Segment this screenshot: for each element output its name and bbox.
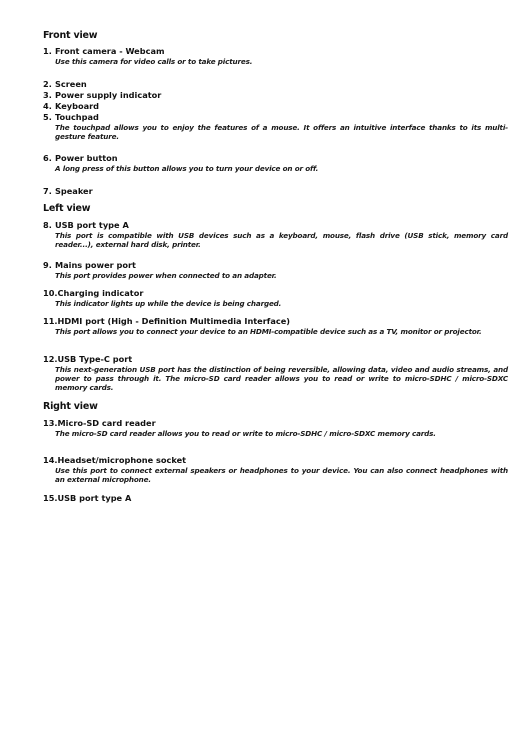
item-title: USB Type-C port — [57, 354, 133, 364]
list-item-keyboard — [43, 102, 508, 112]
item-number: 5. — [43, 112, 52, 122]
list-item-touchpad — [43, 113, 508, 141]
item-description: This port allows you to connect your device to an HDMI-compatible device such as a TV, monitor or projector. — [55, 326, 482, 336]
item-number: 6. — [43, 153, 52, 163]
item-number: 3. — [43, 90, 52, 100]
section-heading-right-view: Right view — [43, 401, 98, 412]
item-number: 4. — [43, 101, 52, 111]
section-heading-front-view: Front view — [43, 30, 98, 41]
item-number: 15. — [43, 493, 58, 503]
item-number: 7. — [43, 186, 52, 196]
list-item-usb-type-c-port — [43, 355, 508, 392]
item-title: USB port type A — [55, 220, 129, 230]
item-title: HDMI port (High - Definition Multimedia Interface) — [57, 316, 291, 326]
list-item-screen — [43, 80, 508, 90]
list-item-usb-port-a-right — [43, 494, 508, 504]
item-number: 2. — [43, 79, 52, 89]
item-number: 8. — [43, 220, 52, 230]
list-item-headset-socket — [43, 456, 508, 484]
item-description: This indicator lights up while the device is being charged. — [55, 298, 282, 308]
item-description: This port is compatible with USB devices such as a keyboard, mouse, flash drive (USB stick, memory card reader...), external hard disk, printer. — [55, 230, 508, 249]
item-description: This next-generation USB port has the distinction of being reversible, allowing data, video and audio streams, and power to pass through it. The micro-SD card reader allows you to read or write to micro-SDHC / micro-SDXC memory cards. — [55, 364, 508, 393]
list-item-power-supply-indicator — [43, 91, 508, 101]
item-title: Power button — [55, 153, 118, 163]
item-title: Screen — [55, 79, 87, 89]
item-number: 13. — [43, 418, 58, 428]
item-number: 12. — [43, 354, 58, 364]
list-item-usb-port-a-left — [43, 221, 508, 249]
item-number: 1. — [43, 46, 52, 56]
list-item-micro-sd-reader — [43, 419, 508, 438]
item-title: Mains power port — [55, 260, 136, 270]
list-item-speaker — [43, 187, 508, 197]
section-heading-left-view: Left view — [43, 203, 91, 214]
item-title: Speaker — [55, 186, 93, 196]
list-item-hdmi-port — [43, 317, 508, 336]
item-description: The touchpad allows you to enjoy the features of a mouse. It offers an intuitive interface thanks to its multi-gesture feature. — [55, 122, 508, 141]
item-title: Headset/microphone socket — [57, 455, 187, 465]
list-item-charging-indicator — [43, 289, 508, 308]
item-description: A long press of this button allows you to turn your device on or off. — [55, 163, 319, 173]
item-description: This port provides power when connected to an adapter. — [55, 270, 277, 280]
item-title: USB port type A — [57, 493, 132, 503]
list-item-front-camera — [43, 47, 508, 66]
item-number: 11. — [43, 316, 58, 326]
item-description: Use this port to connect external speakers or headphones to your device. You can also connect headphones with an external microphone. — [55, 465, 508, 484]
list-item-mains-power-port — [43, 261, 508, 280]
item-title: Charging indicator — [57, 288, 144, 298]
item-description: Use this camera for video calls or to take pictures. — [55, 56, 253, 66]
item-title: Keyboard — [55, 101, 99, 111]
item-description: The micro-SD card reader allows you to read or write to micro-SDHC / micro-SDXC memory cards. — [55, 428, 436, 438]
item-title: Front camera - Webcam — [55, 46, 165, 56]
item-number: 9. — [43, 260, 52, 270]
item-number: 10. — [43, 288, 58, 298]
list-item-power-button — [43, 154, 508, 173]
item-title: Power supply indicator — [55, 90, 162, 100]
item-number: 14. — [43, 455, 58, 465]
item-title: Micro-SD card reader — [57, 418, 156, 428]
item-title: Touchpad — [55, 112, 99, 122]
